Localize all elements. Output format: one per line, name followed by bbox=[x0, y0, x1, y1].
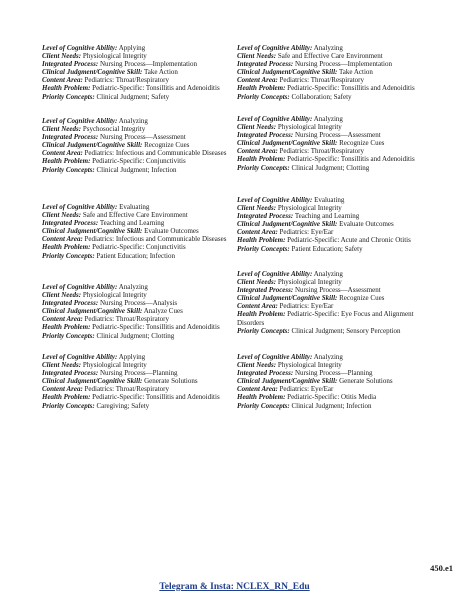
metadata-line bbox=[42, 93, 247, 101]
metadata-line bbox=[237, 369, 437, 377]
metadata-line bbox=[237, 93, 437, 101]
metadata-value: Pediatric-Specific: Tonsillitis and Adenoiditis bbox=[92, 84, 220, 93]
metadata-value: Pediatric-Specific: Tonsillitis and Adenoiditis bbox=[92, 323, 220, 332]
metadata-label: Clinical Judgment/Cognitive Skill: bbox=[237, 377, 338, 386]
metadata-block bbox=[42, 117, 247, 174]
metadata-line bbox=[42, 369, 247, 377]
metadata-value: Pediatrics: Throat/Respiratory bbox=[279, 76, 364, 85]
metadata-block bbox=[237, 196, 437, 253]
metadata-label: Health Problem: bbox=[42, 157, 91, 166]
metadata-line bbox=[42, 60, 247, 68]
metadata-value: Analyzing bbox=[313, 115, 343, 123]
metadata-value: Pediatrics: Eye/Ear bbox=[279, 385, 334, 394]
metadata-line bbox=[42, 149, 247, 157]
metadata-label: Integrated Process: bbox=[237, 60, 294, 69]
metadata-line bbox=[237, 245, 437, 253]
metadata-value: Clinical Judgment; Clotting bbox=[291, 163, 370, 172]
metadata-label: Clinical Judgment/Cognitive Skill: bbox=[42, 141, 143, 150]
metadata-value: Clinical Judgment; Clotting bbox=[96, 331, 175, 340]
metadata-value: Pediatric-Specific: Conjunctivitis bbox=[92, 243, 186, 252]
metadata-line bbox=[42, 141, 247, 149]
metadata-line bbox=[237, 270, 437, 278]
metadata-label: Client Needs: bbox=[42, 361, 82, 370]
metadata-line bbox=[42, 211, 247, 219]
metadata-line bbox=[42, 393, 247, 401]
metadata-line bbox=[237, 52, 437, 60]
metadata-value: Nursing Process—Planning bbox=[99, 369, 178, 378]
metadata-label: Health Problem: bbox=[237, 236, 286, 245]
metadata-line bbox=[237, 123, 437, 131]
metadata-line bbox=[42, 133, 247, 141]
metadata-value: Evaluate Outcomes bbox=[339, 220, 394, 229]
metadata-value: Nursing Process—Implementation bbox=[99, 60, 197, 69]
metadata-line bbox=[237, 131, 437, 139]
metadata-value: Take Action bbox=[143, 68, 178, 77]
metadata-line bbox=[42, 243, 247, 251]
metadata-line bbox=[42, 377, 247, 385]
metadata-value: Teaching and Learning bbox=[294, 212, 360, 221]
metadata-label: Priority Concepts: bbox=[237, 163, 290, 172]
metadata-label: Integrated Process: bbox=[42, 299, 99, 308]
metadata-block bbox=[237, 270, 437, 335]
metadata-label: Health Problem: bbox=[42, 243, 91, 252]
metadata-line bbox=[237, 361, 437, 369]
metadata-line bbox=[42, 125, 247, 133]
metadata-value: Pediatric-Specific: Otitis Media bbox=[287, 393, 377, 402]
metadata-label: Client Needs: bbox=[237, 361, 277, 370]
metadata-value: Pediatric-Specific: Acute and Chronic Otitis bbox=[287, 236, 411, 245]
metadata-line bbox=[42, 219, 247, 227]
metadata-value: Analyzing bbox=[313, 270, 343, 278]
metadata-label: Integrated Process: bbox=[237, 286, 294, 295]
metadata-value: Pediatrics: Infectious and Communicable Diseases bbox=[84, 235, 227, 244]
metadata-line bbox=[42, 307, 247, 315]
metadata-value: Clinical Judgment; Safety bbox=[96, 92, 170, 101]
metadata-line bbox=[42, 361, 247, 369]
metadata-value: Generate Solutions bbox=[144, 377, 198, 386]
metadata-value: Pediatrics: Throat/Respiratory bbox=[84, 385, 169, 394]
metadata-line bbox=[42, 235, 247, 243]
metadata-value: Pediatrics: Infectious and Communicable Diseases bbox=[84, 149, 227, 158]
metadata-line bbox=[237, 310, 437, 326]
metadata-label: Priority Concepts: bbox=[42, 331, 95, 340]
metadata-label: Health Problem: bbox=[237, 155, 286, 164]
metadata-label: Level of Cognitive Ability: bbox=[237, 44, 313, 52]
metadata-label: Content Area: bbox=[42, 76, 83, 85]
metadata-block bbox=[42, 203, 247, 260]
metadata-label: Client Needs: bbox=[237, 278, 277, 287]
metadata-value: Applying bbox=[118, 353, 146, 361]
metadata-line bbox=[237, 393, 437, 401]
metadata-line bbox=[42, 227, 247, 235]
metadata-label: Content Area: bbox=[42, 315, 83, 324]
metadata-value: Physiological Integrity bbox=[82, 361, 147, 370]
metadata-value: Physiological Integrity bbox=[82, 52, 147, 61]
metadata-line bbox=[42, 299, 247, 307]
metadata-line bbox=[42, 323, 247, 331]
metadata-block bbox=[42, 44, 247, 101]
metadata-line bbox=[237, 60, 437, 68]
metadata-value: Physiological Integrity bbox=[277, 123, 342, 132]
metadata-line bbox=[237, 68, 437, 76]
metadata-value: Analyzing bbox=[313, 44, 343, 52]
metadata-value: Teaching and Learning bbox=[99, 219, 165, 228]
metadata-value: Evaluating bbox=[119, 203, 150, 211]
metadata-label: Priority Concepts: bbox=[42, 251, 95, 260]
metadata-value: Pediatric-Specific: Tonsillitis and Adenoiditis bbox=[287, 84, 415, 93]
metadata-value: Safe and Effective Care Environment bbox=[277, 52, 383, 61]
metadata-line bbox=[237, 164, 437, 172]
metadata-label: Content Area: bbox=[42, 385, 83, 394]
metadata-line bbox=[42, 332, 247, 340]
metadata-line bbox=[237, 220, 437, 228]
metadata-label: Content Area: bbox=[42, 235, 83, 244]
metadata-label: Clinical Judgment/Cognitive Skill: bbox=[42, 68, 143, 77]
metadata-label: Integrated Process: bbox=[42, 133, 99, 142]
metadata-value: Clinical Judgment; Infection bbox=[291, 401, 372, 410]
metadata-line bbox=[237, 155, 437, 163]
metadata-value: Analyzing bbox=[313, 353, 343, 361]
metadata-label: Content Area: bbox=[237, 385, 278, 394]
metadata-value: Pediatrics: Throat/Respiratory bbox=[279, 147, 364, 156]
metadata-value: Safe and Effective Care Environment bbox=[82, 211, 188, 220]
metadata-line bbox=[42, 385, 247, 393]
metadata-line bbox=[237, 147, 437, 155]
metadata-value: Pediatric-Specific: Tonsillitis and Adenoiditis bbox=[287, 155, 415, 164]
metadata-line bbox=[237, 115, 437, 123]
metadata-line bbox=[42, 283, 247, 291]
metadata-label: Level of Cognitive Ability: bbox=[42, 44, 118, 52]
metadata-label: Clinical Judgment/Cognitive Skill: bbox=[237, 139, 338, 148]
metadata-value: Analyzing bbox=[118, 117, 148, 125]
metadata-value: Pediatrics: Eye/Ear bbox=[279, 228, 334, 237]
metadata-value: Evaluate Outcomes bbox=[144, 227, 199, 236]
metadata-value: Nursing Process—Analysis bbox=[99, 299, 178, 308]
page-number: 450.e1 bbox=[430, 563, 453, 573]
metadata-value: Nursing Process—Assessment bbox=[294, 131, 381, 140]
metadata-label: Clinical Judgment/Cognitive Skill: bbox=[237, 68, 338, 77]
metadata-value: Recognize Cues bbox=[144, 141, 190, 150]
metadata-value: Pediatric-Specific: Tonsillitis and Adenoiditis bbox=[92, 393, 220, 402]
metadata-label: Level of Cognitive Ability: bbox=[42, 283, 118, 291]
metadata-value: Patient Education; Safety bbox=[291, 244, 363, 253]
metadata-value: Patient Education; Infection bbox=[96, 251, 175, 260]
metadata-line bbox=[237, 278, 437, 286]
metadata-label: Client Needs: bbox=[42, 125, 82, 134]
metadata-label: Integrated Process: bbox=[42, 219, 99, 228]
metadata-line bbox=[42, 353, 247, 361]
metadata-label: Client Needs: bbox=[237, 52, 277, 61]
metadata-value: Clinical Judgment; Sensory Perception bbox=[291, 326, 401, 335]
metadata-line bbox=[237, 212, 437, 220]
metadata-line bbox=[237, 44, 437, 52]
metadata-label: Priority Concepts: bbox=[237, 244, 290, 253]
metadata-value: Take Action bbox=[338, 68, 373, 77]
metadata-value: Physiological Integrity bbox=[277, 204, 342, 213]
metadata-value: Physiological Integrity bbox=[82, 291, 147, 300]
metadata-line bbox=[237, 204, 437, 212]
metadata-line bbox=[42, 76, 247, 84]
metadata-value: Collaboration; Safety bbox=[291, 92, 352, 101]
metadata-label: Content Area: bbox=[237, 228, 278, 237]
metadata-value: Psychosocial Integrity bbox=[82, 125, 146, 134]
metadata-label: Health Problem: bbox=[42, 84, 91, 93]
metadata-label: Content Area: bbox=[237, 76, 278, 85]
metadata-value: Analyze Cues bbox=[143, 307, 183, 316]
metadata-value: Nursing Process—Assessment bbox=[294, 286, 381, 295]
metadata-label: Integrated Process: bbox=[42, 60, 99, 69]
metadata-value: Analyzing bbox=[118, 283, 148, 291]
metadata-value: Pediatrics: Throat/Respiratory bbox=[84, 315, 169, 324]
metadata-label: Integrated Process: bbox=[237, 212, 294, 221]
metadata-line bbox=[42, 203, 247, 211]
metadata-label: Level of Cognitive Ability: bbox=[237, 270, 313, 278]
metadata-label: Client Needs: bbox=[42, 52, 82, 61]
metadata-value: Clinical Judgment; Infection bbox=[96, 165, 177, 174]
metadata-label: Integrated Process: bbox=[42, 369, 99, 378]
metadata-label: Health Problem: bbox=[42, 393, 91, 402]
metadata-label: Client Needs: bbox=[237, 204, 277, 213]
metadata-label: Priority Concepts: bbox=[42, 92, 95, 101]
metadata-label: Integrated Process: bbox=[237, 131, 294, 140]
metadata-label: Level of Cognitive Ability: bbox=[42, 353, 118, 361]
metadata-value: Recognize Cues bbox=[339, 139, 385, 148]
metadata-label: Level of Cognitive Ability: bbox=[237, 115, 313, 123]
metadata-label: Clinical Judgment/Cognitive Skill: bbox=[237, 220, 338, 229]
metadata-line bbox=[237, 76, 437, 84]
metadata-line bbox=[237, 228, 437, 236]
metadata-line bbox=[42, 402, 247, 410]
metadata-value: Nursing Process—Assessment bbox=[99, 133, 186, 142]
metadata-label: Level of Cognitive Ability: bbox=[237, 196, 313, 204]
metadata-label: Priority Concepts: bbox=[237, 401, 290, 410]
metadata-line bbox=[237, 377, 437, 385]
metadata-label: Clinical Judgment/Cognitive Skill: bbox=[237, 294, 338, 303]
footer-link[interactable]: Telegram & Insta: NCLEX_RN_Edu bbox=[159, 582, 310, 592]
metadata-label: Level of Cognitive Ability: bbox=[42, 203, 118, 211]
metadata-label: Health Problem: bbox=[237, 310, 286, 319]
metadata-label: Health Problem: bbox=[237, 393, 286, 402]
metadata-line bbox=[237, 286, 437, 294]
metadata-value: Pediatrics: Eye/Ear bbox=[279, 302, 334, 311]
metadata-line bbox=[237, 139, 437, 147]
metadata-line bbox=[42, 315, 247, 323]
metadata-value: Caregiving; Safety bbox=[96, 401, 150, 410]
metadata-label: Priority Concepts: bbox=[237, 326, 290, 335]
metadata-label: Priority Concepts: bbox=[237, 92, 290, 101]
metadata-line bbox=[42, 52, 247, 60]
metadata-label: Client Needs: bbox=[42, 291, 82, 300]
metadata-line bbox=[237, 196, 437, 204]
metadata-label: Health Problem: bbox=[237, 84, 286, 93]
metadata-value: Evaluating bbox=[314, 196, 345, 204]
metadata-label: Clinical Judgment/Cognitive Skill: bbox=[42, 377, 143, 386]
metadata-line bbox=[42, 252, 247, 260]
metadata-label: Priority Concepts: bbox=[42, 165, 95, 174]
metadata-label: Client Needs: bbox=[42, 211, 82, 220]
metadata-line bbox=[42, 44, 247, 52]
metadata-value: Generate Solutions bbox=[339, 377, 393, 386]
metadata-block bbox=[42, 353, 247, 410]
metadata-line bbox=[42, 166, 247, 174]
metadata-line bbox=[237, 294, 437, 302]
metadata-value: Pediatrics: Throat/Respiratory bbox=[84, 76, 169, 85]
metadata-label: Level of Cognitive Ability: bbox=[42, 117, 118, 125]
metadata-line bbox=[237, 302, 437, 310]
metadata-line bbox=[237, 353, 437, 361]
metadata-line bbox=[237, 236, 437, 244]
metadata-line bbox=[42, 68, 247, 76]
metadata-label: Content Area: bbox=[237, 302, 278, 311]
metadata-label: Health Problem: bbox=[42, 323, 91, 332]
metadata-label: Clinical Judgment/Cognitive Skill: bbox=[42, 307, 143, 316]
metadata-label: Content Area: bbox=[237, 147, 278, 156]
metadata-value: Nursing Process—Implementation bbox=[294, 60, 392, 69]
metadata-line bbox=[42, 84, 247, 92]
metadata-label: Level of Cognitive Ability: bbox=[237, 353, 313, 361]
metadata-value: Nursing Process—Planning bbox=[294, 369, 373, 378]
metadata-label: Integrated Process: bbox=[237, 369, 294, 378]
metadata-block bbox=[237, 353, 437, 410]
metadata-line bbox=[237, 402, 437, 410]
metadata-line bbox=[42, 117, 247, 125]
metadata-value: Physiological Integrity bbox=[277, 278, 342, 287]
metadata-value: Applying bbox=[118, 44, 146, 52]
metadata-value: Pediatric-Specific: Conjunctivitis bbox=[92, 157, 186, 166]
metadata-label: Content Area: bbox=[42, 149, 83, 158]
metadata-block bbox=[42, 283, 247, 340]
metadata-line bbox=[237, 385, 437, 393]
metadata-label: Clinical Judgment/Cognitive Skill: bbox=[42, 227, 143, 236]
metadata-block bbox=[237, 115, 437, 172]
metadata-line bbox=[237, 84, 437, 92]
metadata-line bbox=[237, 327, 437, 335]
metadata-line bbox=[42, 291, 247, 299]
metadata-label: Client Needs: bbox=[237, 123, 277, 132]
metadata-line bbox=[42, 157, 247, 165]
metadata-block bbox=[237, 44, 437, 101]
metadata-value: Physiological Integrity bbox=[277, 361, 342, 370]
metadata-value: Pediatric-Specific: Eye Focus and Alignment Disorders bbox=[237, 310, 414, 327]
metadata-value: Recognize Cues bbox=[339, 294, 385, 303]
metadata-label: Priority Concepts: bbox=[42, 401, 95, 410]
